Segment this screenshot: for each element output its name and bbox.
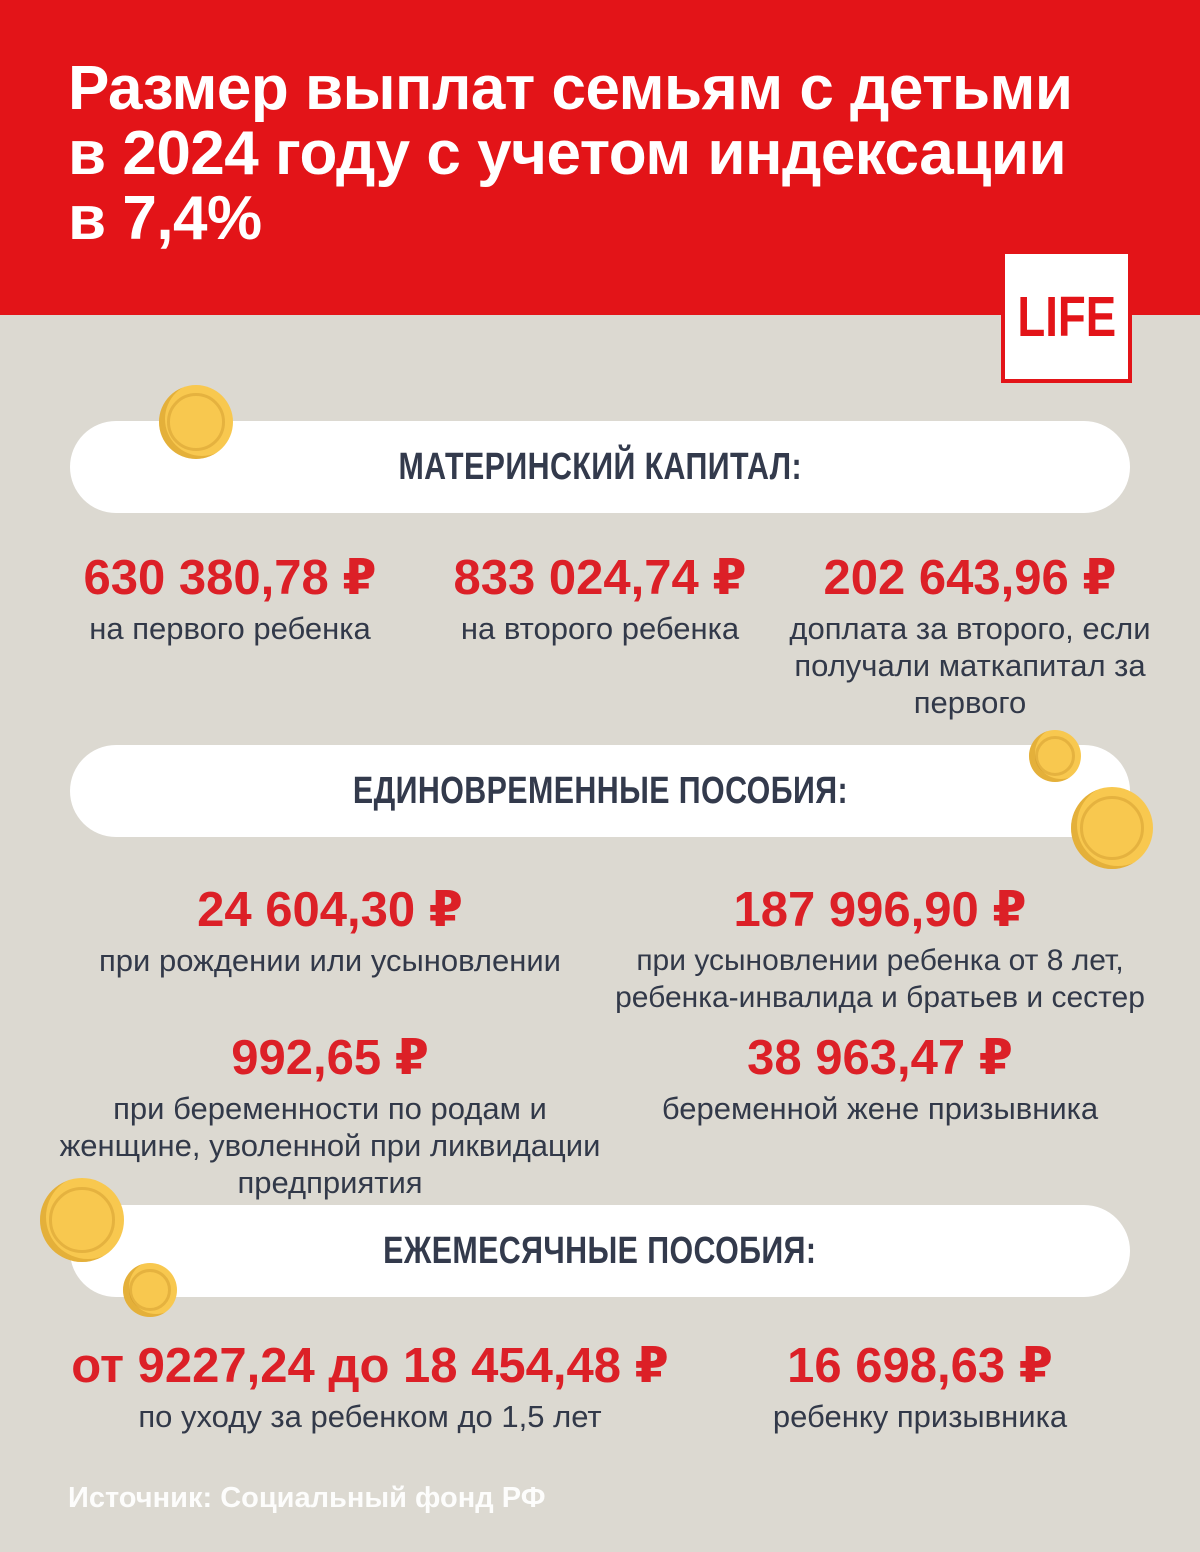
benefit-item [40, 884, 620, 979]
source-text: Источник: Социальный фонд РФ [68, 1482, 546, 1514]
benefit-caption: на первого ребенка [89, 611, 371, 646]
section-pill-lump-sum-benefits [70, 745, 1130, 837]
section-title: ЕЖЕМЕСЯЧНЫЕ ПОСОБИЯ: [383, 1229, 817, 1272]
benefit-amount: 16 698,63 ₽ [787, 1339, 1053, 1393]
benefit-item [700, 1340, 1140, 1435]
benefit-amount: 992,65 ₽ [231, 1031, 429, 1085]
benefit-caption: беременной жене призывника [661, 1091, 1099, 1126]
life-logo-text: LIFE [1017, 284, 1116, 349]
benefit-amount: от 9227,24 до 18 454,48 ₽ [71, 1339, 669, 1393]
benefit-amount: 24 604,30 ₽ [197, 883, 463, 937]
benefit-item [40, 1032, 620, 1201]
title-line-3: в 7,4% [68, 184, 262, 253]
benefit-item [40, 1340, 700, 1435]
benefit-amount: 630 380,78 ₽ [83, 551, 377, 605]
life-logo [1001, 250, 1132, 383]
benefit-caption: доплата за второго, если получали маткапитал за первого [789, 611, 1151, 720]
benefit-item [610, 1032, 1150, 1127]
section-title: ЕДИНОВРЕМЕННЫЕ ПОСОБИЯ: [352, 769, 848, 812]
coin-icon [159, 385, 233, 459]
benefit-caption: при рождении или усыновлении [99, 943, 561, 978]
benefit-amount: 202 643,96 ₽ [823, 551, 1117, 605]
section-pill-monthly-benefits [70, 1205, 1130, 1297]
section-title: МАТЕРИНСКИЙ КАПИТАЛ: [398, 445, 802, 488]
benefit-caption: ребенку призывника [772, 1399, 1068, 1434]
coin-icon [1071, 787, 1153, 869]
benefit-caption: при беременности по родам и женщине, уволенной при ликвидации предприятия [59, 1091, 601, 1200]
benefit-caption: при усыновлении ребенка от 8 лет, ребенка-инвалида и братьев и сестер [615, 944, 1145, 1014]
benefit-caption: на второго ребенка [460, 611, 740, 646]
title-line-2: в 2024 году с учетом индексации [68, 119, 1067, 188]
infographic-title [68, 56, 1158, 251]
benefit-item [420, 552, 780, 647]
title-line-1: Размер выплат семьям с детьми [68, 54, 1073, 123]
benefit-item [40, 552, 420, 647]
coin-icon [123, 1263, 177, 1317]
benefit-amount: 38 963,47 ₽ [747, 1031, 1013, 1085]
benefit-amount: 187 996,90 ₽ [733, 883, 1027, 937]
benefit-item [780, 552, 1160, 721]
benefit-amount: 833 024,74 ₽ [453, 551, 747, 605]
benefit-item [610, 884, 1150, 1016]
coin-icon [1029, 730, 1081, 782]
benefit-caption: по уходу за ребенком до 1,5 лет [138, 1399, 602, 1434]
